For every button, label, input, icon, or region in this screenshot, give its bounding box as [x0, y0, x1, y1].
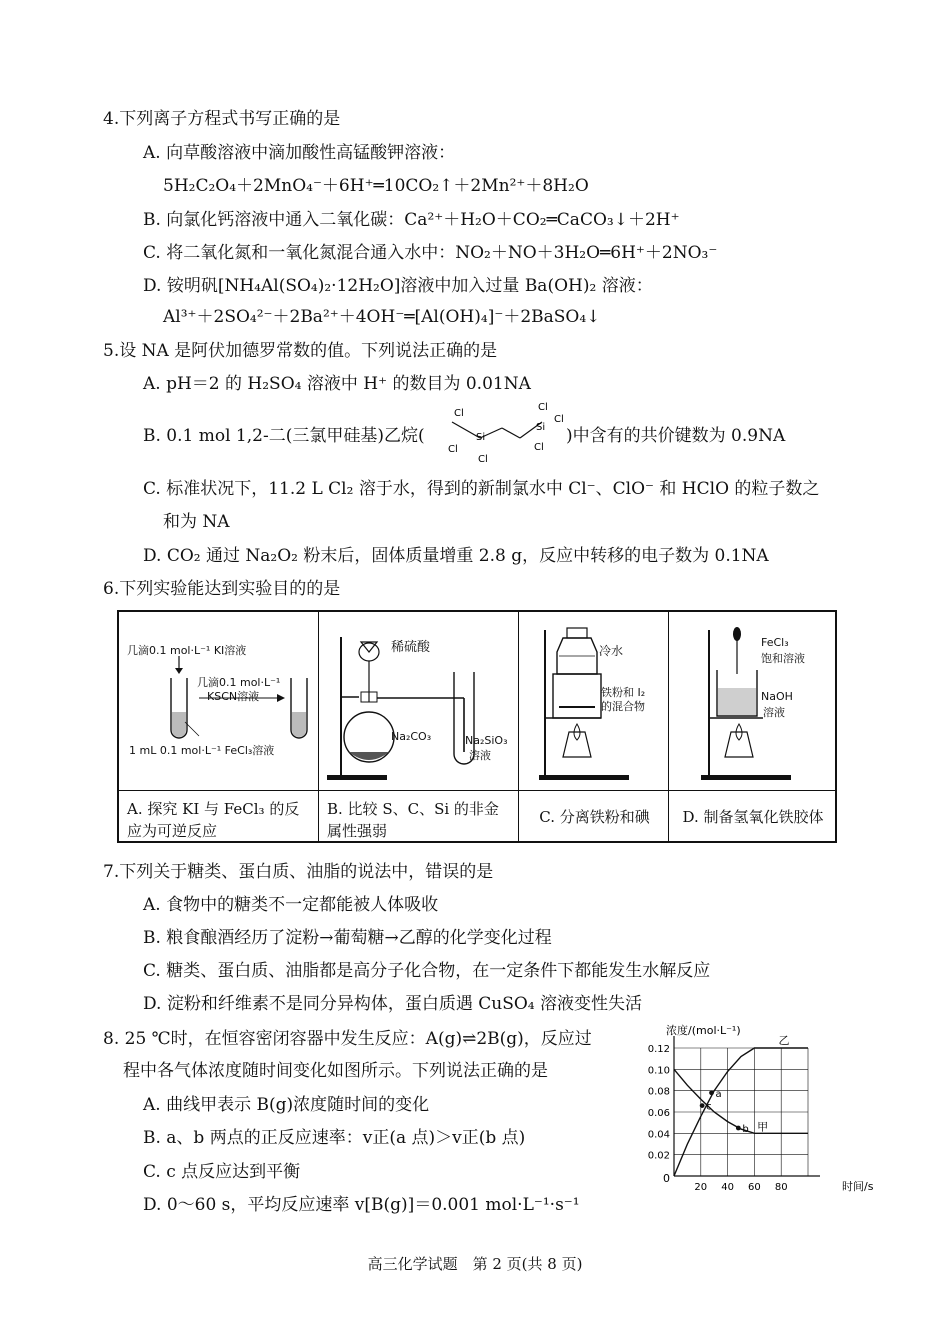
q7-option-d: D. 淀粉和纤维素不是同分异构体，蛋白质遇 CuSO₄ 溶液变性失活: [143, 994, 642, 1014]
y-tick-label: 0.02: [647, 1150, 670, 1162]
q8-option-a: A. 曲线甲表示 B(g)浓度随时间的变化: [143, 1095, 430, 1115]
page-footer: 高三化学试题 第 2 页(共 8 页): [367, 1255, 583, 1273]
label-b-solution: 溶液: [469, 749, 491, 762]
cl-atom: Cl: [554, 414, 564, 425]
series-label-1: 甲: [757, 1120, 769, 1134]
label-naoh: NaOH: [761, 690, 793, 703]
experiment-table: [117, 610, 837, 843]
cl-atom: Cl: [454, 408, 464, 419]
x-axis-label: 时间/s: [842, 1180, 874, 1193]
caption-b: B. 比较 S、C、Si 的非金属性强弱: [327, 800, 499, 840]
caption-c: C. 分离铁粉和碘: [539, 808, 650, 826]
experiment-b: [319, 612, 519, 841]
q4-option-d: D. 铵明矾[NH₄Al(SO₄)₂·12H₂O]溶液中加入过量 Ba(OH)₂ 溶液：: [143, 276, 653, 296]
point-label-c: c: [706, 1101, 712, 1113]
q4-option-c: C. 将二氧化氮和一氧化氮混合通入水中：NO₂＋NO＋3H₂O═6H⁺＋2NO₃⁻: [143, 243, 718, 263]
x-tick-label: 20: [694, 1182, 708, 1193]
q5-option-a: A. pH＝2 的 H₂SO₄ 溶液中 H⁺ 的数目为 0.01NA: [143, 374, 531, 394]
q7-option-b: B. 粮食酿酒经历了淀粉→葡萄糖→乙醇的化学变化过程: [143, 928, 552, 948]
label-mixture-1: 铁粉和 I₂: [601, 686, 646, 699]
q4-stem: 4.下列离子方程式书写正确的是: [103, 109, 341, 129]
y-tick-label: 0.08: [647, 1086, 670, 1098]
q7-option-c: C. 糖类、蛋白质、油脂都是高分子化合物，在一定条件下都能发生水解反应: [143, 961, 711, 981]
q5-option-c-cont: 和为 NA: [163, 512, 230, 532]
point-label-b: b: [742, 1124, 749, 1135]
q4-option-d-equation: Al³⁺＋2SO₄²⁻＋2Ba²⁺＋4OH⁻═[Al(OH)₄]⁻＋2BaSO₄↓: [163, 307, 601, 327]
q4-option-a: A. 向草酸溶液中滴加酸性高锰酸钾溶液：: [143, 143, 456, 163]
si-atom: Si: [536, 422, 546, 433]
q8-option-c: C. c 点反应达到平衡: [143, 1162, 301, 1182]
origin-label: 0: [663, 1172, 670, 1185]
x-tick-label: 40: [721, 1182, 734, 1193]
label-kscn-2: KSCN溶液: [207, 690, 260, 703]
point-b: [736, 1126, 741, 1131]
label-mixture-2: 的混合物: [601, 700, 645, 713]
q8-option-b: B. a、b 两点的正反应速率：v正(a 点)＞v正(b 点): [143, 1128, 526, 1148]
y-tick-label: 0.10: [647, 1065, 670, 1077]
point-a: [709, 1090, 714, 1095]
q5-stem: 5.设 NA 是阿伏加德罗常数的值。下列说法正确的是: [103, 341, 498, 361]
label-na2co3: Na₂CO₃: [391, 730, 432, 743]
label-acid: 稀硫酸: [391, 640, 431, 655]
q8-stem-cont: 程中各气体浓度随时间变化如图所示。下列说法正确的是: [123, 1061, 548, 1081]
label-d-solution: 溶液: [763, 706, 785, 719]
experiment-d: [669, 612, 835, 841]
q7-option-a: A. 食物中的糖类不一定都能被人体吸收: [143, 895, 439, 915]
y-tick-label: 0.12: [647, 1044, 670, 1055]
y-axis-label: 浓度/(mol·L⁻¹): [666, 1024, 741, 1037]
label-kscn-1: 几滴0.1 mol·L⁻¹: [197, 676, 281, 689]
q4-option-a-equation: 5H₂C₂O₄＋2MnO₄⁻＋6H⁺═10CO₂↑＋2Mn²⁺＋8H₂O: [163, 176, 589, 196]
q8-stem: 8. 25 ℃时，在恒容密闭容器中发生反应：A(g)⇌2B(g)，反应过: [103, 1029, 592, 1049]
caption-a: A. 探究 KI 与 FeCl₃ 的反应为可逆反应: [127, 800, 300, 840]
x-tick-label: 60: [748, 1182, 761, 1193]
q8-option-d: D. 0～60 s，平均反应速率 v[B(g)]＝0.001 mol·L⁻¹·s⁻¹: [143, 1195, 580, 1215]
point-c: [700, 1103, 705, 1108]
label-cold-water: 冷水: [599, 644, 624, 658]
y-tick-label: 0.06: [647, 1108, 670, 1119]
q5-option-d: D. CO₂ 通过 Na₂O₂ 粉末后，固体质量增重 2.8 g，反应中转移的电子数为 0.1NA: [143, 546, 769, 566]
label-fecl3-sat: FeCl₃: [761, 636, 789, 649]
q6-stem: 6.下列实验能达到实验目的的是: [103, 579, 341, 599]
cl-atom: Cl: [538, 402, 548, 413]
x-tick-label: 80: [774, 1182, 788, 1193]
series-label-2: 乙: [778, 1034, 790, 1047]
q5-option-b-prefix: B. 0.1 mol 1,2-二(三氯甲硅基)乙烷(: [143, 426, 425, 446]
q7-stem: 7.下列关于糖类、蛋白质、油脂的说法中，错误的是: [103, 862, 494, 882]
experiment-c: [519, 612, 669, 841]
cl-atom: Cl: [478, 454, 488, 465]
series-line-1: [674, 1069, 808, 1133]
q5-option-c: C. 标准状况下，11.2 L Cl₂ 溶于水，得到的新制氯水中 Cl⁻、ClO⁻ 和 HClO 的粒子数之: [143, 479, 820, 499]
silane-structure: [430, 400, 570, 466]
label-na2sio3: Na₂SiO₃: [465, 734, 508, 747]
caption-d: D. 制备氢氧化铁胶体: [682, 808, 824, 826]
point-label-a: a: [715, 1088, 722, 1100]
label-saturated: 饱和溶液: [761, 652, 805, 665]
y-tick-label: 0.04: [647, 1129, 670, 1141]
q5-option-b-suffix: )中含有的共价键数为 0.9NA: [566, 426, 786, 446]
label-fecl3: 1 mL 0.1 mol·L⁻¹ FeCl₃溶液: [129, 744, 275, 757]
label-ki: 几滴0.1 mol·L⁻¹ KI溶液: [127, 644, 247, 657]
cl-atom: Cl: [448, 444, 458, 455]
q4-option-b: B. 向氯化钙溶液中通入二氧化碳：Ca²⁺＋H₂O＋CO₂═CaCO₃↓＋2H⁺: [143, 210, 680, 230]
experiment-a: [119, 612, 319, 841]
cl-atom: Cl: [534, 442, 544, 453]
concentration-chart: [630, 1020, 880, 1200]
si-atom: Si: [476, 432, 486, 443]
